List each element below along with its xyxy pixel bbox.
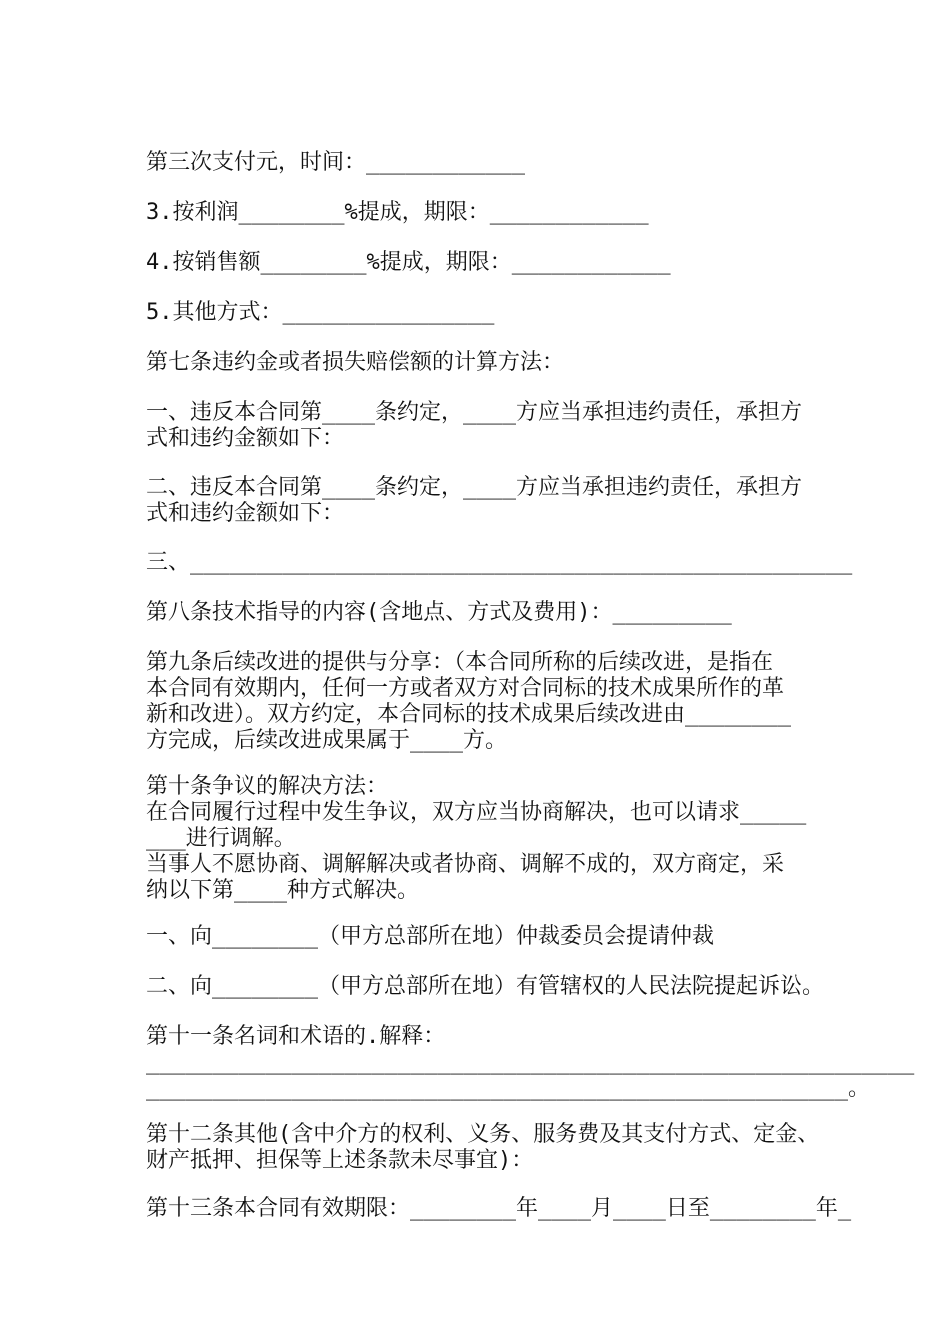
article-10-line-4: 纳以下第____种方式解决。: [146, 878, 419, 903]
article-10-line-2: ___进行调解。: [146, 826, 296, 851]
arbitration-option-line: 一、向________（甲方总部所在地）仲裁委员会提请仲裁: [146, 924, 714, 949]
article-9-line-3: 新和改进）。双方约定，本合同标的技术成果后续改进由________: [146, 702, 791, 727]
profit-percentage-line: 3.按利润________%提成，期限：____________: [146, 200, 649, 225]
article-8-line: 第八条技术指导的内容(含地点、方式及费用)：_________: [146, 600, 732, 625]
article-9-line-2: 本合同有效期内，任何一方或者双方对合同标的技术成果所作的革: [146, 676, 785, 701]
article-11-blank-line-2: _____________________________________________________。: [146, 1076, 870, 1101]
litigation-option-line: 二、向________（甲方总部所在地）有管辖权的人民法院提起诉讼。: [146, 974, 824, 999]
breach-clause-3-line: 三、__________________________________________________: [146, 550, 853, 575]
article-12-line-1: 第十二条其他(含中介方的权利、义务、服务费及其支付方式、定金、: [146, 1122, 820, 1147]
article-11-heading: 第十一条名词和术语的.解释：: [146, 1024, 446, 1049]
article-12-line-2: 财产抵押、担保等上述条款未尽事宜)：: [146, 1148, 534, 1173]
article-9-line-1: 第九条后续改进的提供与分享：（本合同所称的后续改进，是指在: [146, 650, 774, 675]
article-10-line-1: 在合同履行过程中发生争议，双方应当协商解决，也可以请求_____: [146, 800, 807, 825]
article-10-line-3: 当事人不愿协商、调解解决或者协商、调解不成的，双方商定，采: [146, 852, 785, 877]
article-13-line: 第十三条本合同有效期限：________年____月____日至________年_: [146, 1196, 852, 1221]
breach-clause-1-line-2: 式和违约金额如下：: [146, 426, 345, 451]
breach-clause-1-line-1: 一、违反本合同第____条约定，____方应当承担违约责任，承担方: [146, 400, 802, 425]
article-10-heading: 第十条争议的解决方法：: [146, 774, 389, 799]
other-methods-line: 5.其他方式：________________: [146, 300, 495, 325]
article-7-heading: 第七条违约金或者损失赔偿额的计算方法：: [146, 350, 565, 375]
sales-percentage-line: 4.按销售额________%提成，期限：____________: [146, 250, 671, 275]
third-payment-line: 第三次支付元，时间：____________: [146, 150, 525, 175]
article-11-blank-line-1: __________________________________________________________: [146, 1050, 915, 1075]
breach-clause-2-line-1: 二、违反本合同第____条约定，____方应当承担违约责任，承担方: [146, 475, 802, 500]
breach-clause-2-line-2: 式和违约金额如下：: [146, 501, 345, 526]
article-9-line-4: 方完成，后续改进成果属于____方。: [146, 728, 507, 753]
